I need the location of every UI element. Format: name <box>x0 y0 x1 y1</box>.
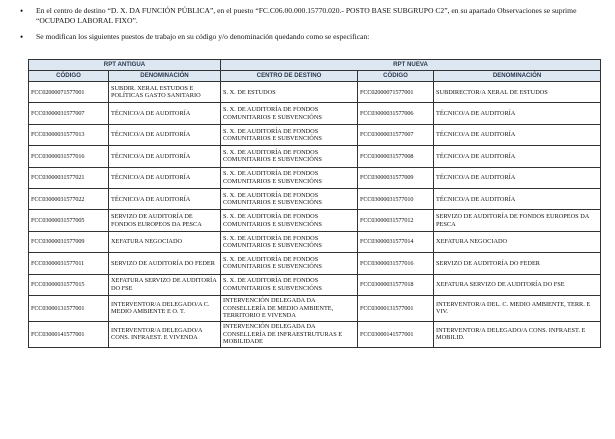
new-code-cell: FCC03000031577007 <box>358 124 434 145</box>
bullet-list <box>14 6 604 48</box>
table-row <box>29 146 601 167</box>
new-code-cell: FCC03000131577001 <box>358 295 434 321</box>
old-code-cell: FCC03000141577001 <box>29 321 109 347</box>
new-code-cell: FCC03000031577012 <box>358 210 434 231</box>
new-code-cell: FCC03000141577001 <box>358 321 434 347</box>
new-code-cell: FCC03000031577010 <box>358 188 434 209</box>
old-code-cell: FCC03000031577021 <box>29 167 109 188</box>
new-denomination-cell: SUBDIRECTOR/A XERAL DE ESTUDOS <box>434 82 601 103</box>
table-row <box>29 210 601 231</box>
bullet-item <box>14 32 604 42</box>
bullet-dot-icon: • <box>20 6 24 16</box>
old-denomination-cell: TÉCNICO/A DE AUDITORÍA <box>109 146 221 167</box>
new-denomination-cell: SERVIZO DE AUDITORÍA DE FONDOS EUROPEOS DA PESCA <box>434 210 601 231</box>
bullet-dot-icon: • <box>20 32 24 42</box>
destination-center-cell: S. X. DE AUDITORÍA DE FONDOS COMUNITARIOS E SUBVENCIÓNS <box>221 167 358 188</box>
old-denomination-cell: SERVIZO DE AUDITORÍA DE FONDOS EUROPEOS DA PESCA <box>109 210 221 231</box>
table-row <box>29 295 601 321</box>
old-code-cell: FCC02000071577001 <box>29 82 109 103</box>
destination-center-cell: S. X. DE AUDITORÍA DE FONDOS COMUNITARIOS E SUBVENCIÓNS <box>221 253 358 274</box>
column-header: DENOMINACIÓN <box>434 71 601 82</box>
old-denomination-cell: XEFATURA NEGOCIADO <box>109 231 221 252</box>
new-denomination-cell: INTERVENTOR/A DELEGADO/A CONS. INFRAEST. E MOBILID. <box>434 321 601 347</box>
destination-center-cell: S. X. DE AUDITORÍA DE FONDOS COMUNITARIOS E SUBVENCIÓNS <box>221 124 358 145</box>
rpt-table <box>28 59 601 348</box>
new-denomination-cell: INTERVENTOR/A DEL. C. MEDIO AMBIENTE, TERR. E VIV. <box>434 295 601 321</box>
new-denomination-cell: XEFATURA SERVIZO DE AUDITORÍA DO FSE <box>434 274 601 295</box>
new-denomination-cell: TÉCNICO/A DE AUDITORÍA <box>434 146 601 167</box>
new-denomination-cell: TÉCNICO/A DE AUDITORÍA <box>434 188 601 209</box>
bullet-item <box>14 6 604 26</box>
destination-center-cell: S. X. DE AUDITORÍA DE FONDOS COMUNITARIOS E SUBVENCIÓNS <box>221 188 358 209</box>
group-header-old: RPT ANTIGUA <box>29 60 221 71</box>
table-row <box>29 274 601 295</box>
old-denomination-cell: TÉCNICO/A DE AUDITORÍA <box>109 188 221 209</box>
new-denomination-cell: TÉCNICO/A DE AUDITORÍA <box>434 167 601 188</box>
group-header-new: RPT NUEVA <box>221 60 601 71</box>
bullet-text: En el centro de destino “D. X. DA FUNCIÓN PÚBLICA”, en el puesto “FC.C06.00.000.15770.020.- POSTO BASE SUBGRUPO C2”, en su apartado Observaciones se suprime “OCUPADO LABORAL FIXO”. <box>36 6 577 25</box>
table-row <box>29 124 601 145</box>
column-header: CÓDIGO <box>29 71 109 82</box>
old-code-cell: FCC03000131577001 <box>29 295 109 321</box>
old-code-cell: FCC03000031577022 <box>29 188 109 209</box>
old-denomination-cell: TÉCNICO/A DE AUDITORÍA <box>109 124 221 145</box>
destination-center-cell: S. X. DE AUDITORÍA DE FONDOS COMUNITARIOS E SUBVENCIÓNS <box>221 210 358 231</box>
column-header: CENTRO DE DESTINO <box>221 71 358 82</box>
new-code-cell: FCC03000031577009 <box>358 167 434 188</box>
destination-center-cell: S. X. DE ESTUDOS <box>221 82 358 103</box>
column-header: CÓDIGO <box>358 71 434 82</box>
destination-center-cell: S. X. DE AUDITORÍA DE FONDOS COMUNITARIOS E SUBVENCIÓNS <box>221 274 358 295</box>
table-row <box>29 82 601 103</box>
old-denomination-cell: XEFATURA SERVIZO DE AUDITORÍA DO FSE <box>109 274 221 295</box>
old-denomination-cell: SUBDIR. XERAL ESTUDOS E POLÍTICAS GASTO SANITARIO <box>109 82 221 103</box>
table-row <box>29 167 601 188</box>
new-code-cell: FCC02000071577001 <box>358 82 434 103</box>
old-denomination-cell: TÉCNICO/A DE AUDITORÍA <box>109 103 221 124</box>
old-denomination-cell: SERVIZO DE AUDITORÍA DO FEDER <box>109 253 221 274</box>
new-code-cell: FCC03000031577016 <box>358 253 434 274</box>
old-denomination-cell: TÉCNICO/A DE AUDITORÍA <box>109 167 221 188</box>
destination-center-cell: INTERVENCIÓN DELEGADA DA CONSELLERÍA DE MEDIO AMBIENTE, TERRITORIO E VIVENDA <box>221 295 358 321</box>
old-code-cell: FCC03000031577016 <box>29 146 109 167</box>
old-code-cell: FCC03000031577005 <box>29 210 109 231</box>
destination-center-cell: S. X. DE AUDITORÍA DE FONDOS COMUNITARIOS E SUBVENCIÓNS <box>221 146 358 167</box>
old-code-cell: FCC03000031577015 <box>29 274 109 295</box>
bullet-text: Se modifican los siguientes puestos de trabajo en su código y/o denominación quedando como se especifican: <box>36 32 370 41</box>
old-code-cell: FCC03000031577013 <box>29 124 109 145</box>
new-code-cell: FCC03000031577006 <box>358 103 434 124</box>
old-denomination-cell: INTERVENTOR/A DELEGADO/A CONS. INFRAEST. E VIVENDA <box>109 321 221 347</box>
table-row <box>29 253 601 274</box>
destination-center-cell: INTERVENCIÓN DELEGADA DA CONSELLERÍA DE INFRAESTRUTURAS E MOBILIDADE <box>221 321 358 347</box>
old-code-cell: FCC03000031577009 <box>29 231 109 252</box>
table-row <box>29 231 601 252</box>
old-code-cell: FCC03000031577011 <box>29 253 109 274</box>
table-row <box>29 188 601 209</box>
table-row <box>29 321 601 347</box>
new-code-cell: FCC03000031577014 <box>358 231 434 252</box>
destination-center-cell: S. X. DE AUDITORÍA DE FONDOS COMUNITARIOS E SUBVENCIÓNS <box>221 103 358 124</box>
column-header: DENOMINACIÓN <box>109 71 221 82</box>
new-denomination-cell: TÉCNICO/A DE AUDITORÍA <box>434 103 601 124</box>
destination-center-cell: S. X. DE AUDITORÍA DE FONDOS COMUNITARIOS E SUBVENCIÓNS <box>221 231 358 252</box>
new-denomination-cell: SERVIZO DE AUDITORÍA DO FEDER <box>434 253 601 274</box>
new-denomination-cell: XEFATURA NEGOCIADO <box>434 231 601 252</box>
new-code-cell: FCC03000031577008 <box>358 146 434 167</box>
new-denomination-cell: TÉCNICO/A DE AUDITORÍA <box>434 124 601 145</box>
table-row <box>29 103 601 124</box>
old-code-cell: FCC03000031577007 <box>29 103 109 124</box>
old-denomination-cell: INTERVENTOR/A DELEGADO/A C. MEDIO AMBIENTE E O. T. <box>109 295 221 321</box>
new-code-cell: FCC03000031577018 <box>358 274 434 295</box>
